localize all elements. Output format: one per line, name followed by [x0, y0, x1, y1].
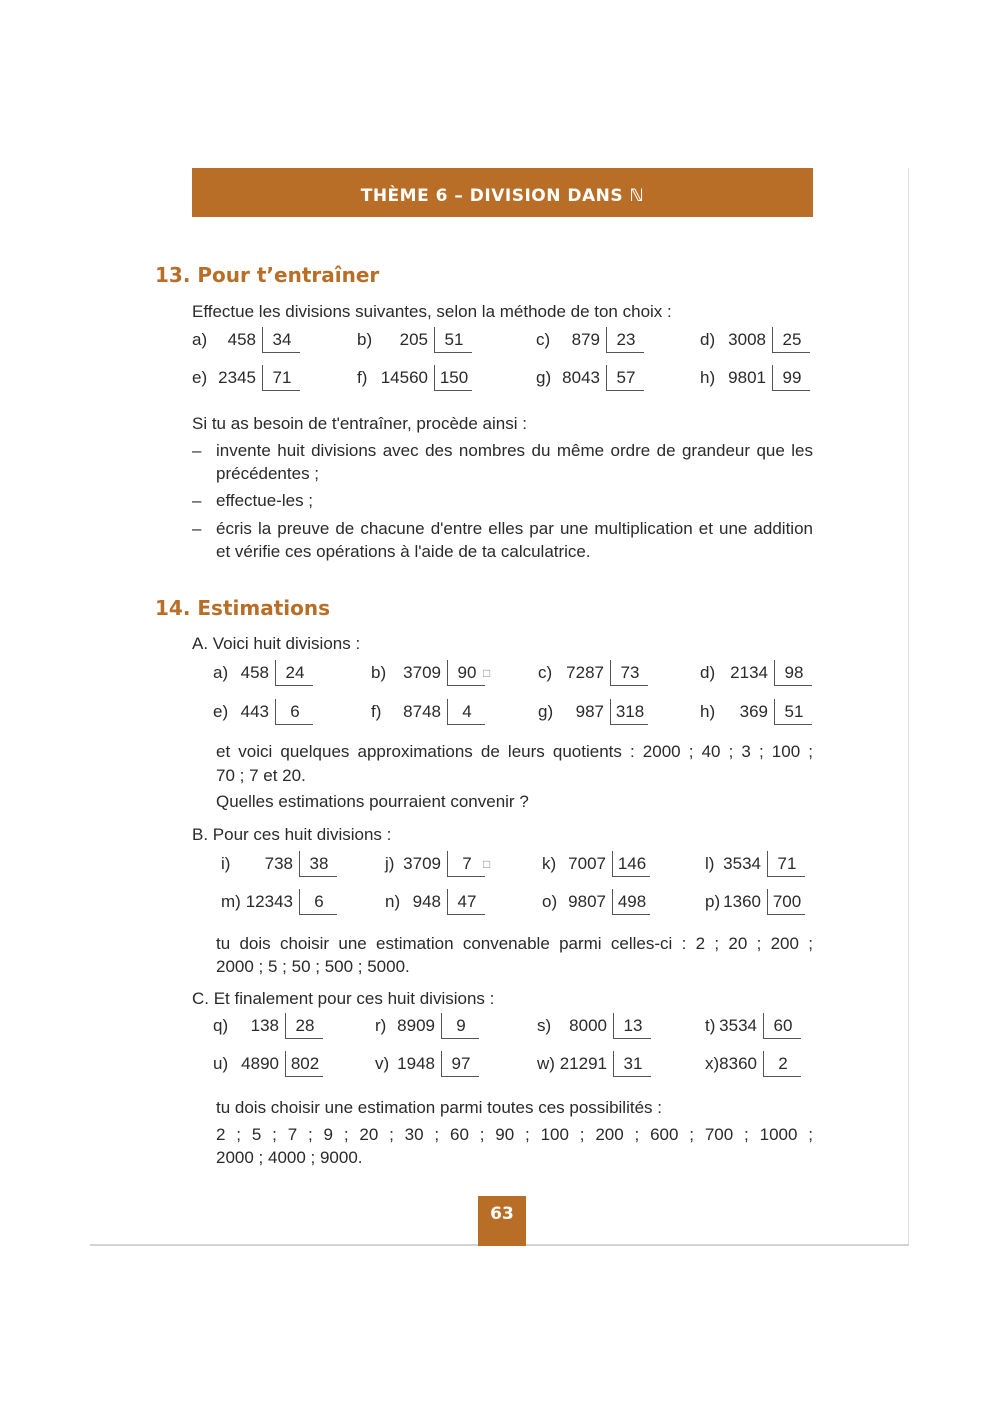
division-bracket-vertical — [447, 699, 448, 725]
division-dividend: 8909 — [397, 1016, 435, 1035]
bullet-3-line-2: et vérifie ces opérations à l'aide de ta calculatrice. — [216, 542, 591, 561]
division-label: p) — [705, 892, 721, 911]
division-divisor: 4 — [462, 702, 472, 721]
division-bracket-vertical — [610, 699, 611, 725]
division-divisor: 98 — [784, 663, 804, 682]
division-label: u) — [213, 1054, 229, 1073]
division-divisor: 97 — [451, 1054, 471, 1073]
missing-glyph-icon: □ — [483, 857, 491, 871]
division-dividend: 987 — [575, 702, 604, 721]
division-bracket-vertical — [262, 365, 263, 391]
division-bracket-horizontal — [763, 1076, 801, 1077]
division-label: a) — [213, 663, 229, 682]
division-divisor: 146 — [617, 854, 647, 873]
division-bracket-horizontal — [612, 914, 650, 915]
division-divisor: 7 — [462, 854, 472, 873]
division-bracket-horizontal — [434, 352, 472, 353]
division-label: c) — [536, 330, 551, 349]
division-label: x) — [705, 1054, 720, 1073]
division-dividend: 8748 — [403, 702, 441, 721]
division-bracket-vertical — [441, 1051, 442, 1077]
division-label: w) — [537, 1054, 555, 1073]
division-dividend: 3534 — [719, 1016, 757, 1035]
division-bracket-horizontal — [772, 390, 810, 391]
division-label: d) — [700, 663, 716, 682]
division-divisor: 57 — [616, 368, 636, 387]
part-a-text-line-2: 70 ; 7 et 20. — [216, 766, 306, 785]
bullet-dash-1: – — [192, 441, 202, 460]
division-label: l) — [705, 854, 715, 873]
division-bracket-vertical — [763, 1051, 764, 1077]
division-label: e) — [213, 702, 229, 721]
division-dividend: 9807 — [568, 892, 606, 911]
division-label: a) — [192, 330, 208, 349]
division-bracket-vertical — [767, 889, 768, 915]
division-dividend: 2345 — [218, 368, 256, 387]
division-divisor: 34 — [272, 330, 292, 349]
division-label: t) — [705, 1016, 716, 1035]
advice-intro: Si tu as besoin de t'entraîner, procède ainsi : — [192, 414, 527, 433]
division-bracket-vertical — [606, 327, 607, 353]
division-divisor: 51 — [784, 702, 804, 721]
division-bracket-vertical — [285, 1051, 286, 1077]
division-label: v) — [375, 1054, 390, 1073]
division-bracket-horizontal — [447, 914, 485, 915]
division-bracket-horizontal — [434, 390, 472, 391]
division-label: b) — [371, 663, 387, 682]
division-bracket-horizontal — [772, 352, 810, 353]
section-13-intro: Effectue les divisions suivantes, selon la méthode de ton choix : — [192, 302, 672, 321]
division-divisor: 60 — [773, 1016, 793, 1035]
division-bracket-horizontal — [275, 724, 313, 725]
division-divisor: 498 — [617, 892, 647, 911]
division-bracket-vertical — [613, 1013, 614, 1039]
division-divisor: 73 — [620, 663, 640, 682]
division-label: f) — [371, 702, 382, 721]
division-dividend: 4890 — [241, 1054, 279, 1073]
division-divisor: 24 — [285, 663, 305, 682]
division-label: g) — [536, 368, 552, 387]
division-dividend: 7007 — [568, 854, 606, 873]
part-a-question: Quelles estimations pourraient convenir ? — [216, 792, 529, 811]
division-dividend: 3534 — [723, 854, 761, 873]
section-13-title: 13. Pour t’entraîner — [155, 263, 380, 287]
division-bracket-vertical — [434, 365, 435, 391]
division-label: s) — [537, 1016, 552, 1035]
division-label: b) — [357, 330, 373, 349]
section-14-title: 14. Estimations — [155, 596, 331, 620]
division-dividend: 3709 — [403, 663, 441, 682]
division-label: m) — [221, 892, 241, 911]
division-bracket-vertical — [447, 851, 448, 877]
division-bracket-vertical — [774, 660, 775, 686]
bullet-2: effectue-les ; — [216, 491, 314, 510]
division-label: d) — [700, 330, 716, 349]
division-label: o) — [542, 892, 558, 911]
part-b-text-line-2: 2000 ; 5 ; 50 ; 500 ; 5000. — [216, 957, 410, 976]
division-label: r) — [375, 1016, 387, 1035]
division-bracket-horizontal — [774, 685, 812, 686]
division-dividend: 443 — [240, 702, 269, 721]
division-dividend: 3008 — [728, 330, 766, 349]
division-bracket-horizontal — [285, 1038, 323, 1039]
division-label: h) — [700, 702, 716, 721]
page-number: 63 — [490, 1204, 514, 1224]
division-divisor: 6 — [290, 702, 300, 721]
division-divisor: 99 — [782, 368, 802, 387]
division-bracket-vertical — [299, 851, 300, 877]
division-bracket-horizontal — [275, 685, 313, 686]
division-dividend: 948 — [412, 892, 441, 911]
division-label: h) — [700, 368, 716, 387]
part-a-heading: A. Voici huit divisions : — [192, 634, 361, 653]
division-dividend: 138 — [250, 1016, 279, 1035]
division-divisor: 6 — [314, 892, 324, 911]
division-bracket-horizontal — [299, 876, 337, 877]
division-bracket-horizontal — [447, 876, 485, 877]
division-bracket-vertical — [447, 660, 448, 686]
division-divisor: 90 — [457, 663, 477, 682]
division-label: j) — [385, 854, 395, 873]
division-bracket-horizontal — [613, 1076, 651, 1077]
bullet-1-line-1: invente huit divisions avec des nombres du même ordre de grandeur que les — [216, 441, 813, 460]
division-bracket-vertical — [275, 660, 276, 686]
division-divisor: 318 — [615, 702, 645, 721]
division-bracket-vertical — [772, 365, 773, 391]
division-divisor: 13 — [623, 1016, 643, 1035]
division-divisor: 150 — [439, 368, 469, 387]
division-dividend: 3709 — [403, 854, 441, 873]
part-c-text-line-1: tu dois choisir une estimation parmi toutes ces possibilités : — [216, 1098, 662, 1117]
division-bracket-vertical — [613, 1051, 614, 1077]
division-bracket-vertical — [606, 365, 607, 391]
division-bracket-horizontal — [612, 876, 650, 877]
division-bracket-vertical — [772, 327, 773, 353]
division-dividend: 1360 — [723, 892, 761, 911]
division-bracket-horizontal — [606, 352, 644, 353]
division-divisor: 47 — [457, 892, 477, 911]
division-bracket-horizontal — [610, 724, 648, 725]
division-bracket-horizontal — [299, 914, 337, 915]
division-dividend: 458 — [240, 663, 269, 682]
division-dividend: 12343 — [245, 892, 293, 911]
division-dividend: 2134 — [730, 663, 768, 682]
division-divisor: 51 — [444, 330, 464, 349]
division-bracket-horizontal — [441, 1038, 479, 1039]
bullet-3-line-1: écris la preuve de chacune d'entre elles par une multiplication et une addition — [216, 519, 813, 538]
division-bracket-horizontal — [606, 390, 644, 391]
division-label: q) — [213, 1016, 229, 1035]
division-dividend: 9801 — [728, 368, 766, 387]
division-dividend: 8043 — [562, 368, 600, 387]
division-divisor: 25 — [782, 330, 802, 349]
division-bracket-horizontal — [763, 1038, 801, 1039]
division-divisor: 802 — [290, 1054, 320, 1073]
division-bracket-horizontal — [774, 724, 812, 725]
division-bracket-horizontal — [610, 685, 648, 686]
division-label: n) — [385, 892, 401, 911]
page-right-border — [908, 168, 909, 1246]
division-label: i) — [221, 854, 231, 873]
division-dividend: 14560 — [380, 368, 428, 387]
bullet-dash-3: – — [192, 519, 202, 538]
division-bracket-horizontal — [447, 724, 485, 725]
division-label: k) — [542, 854, 557, 873]
division-bracket-vertical — [299, 889, 300, 915]
division-dividend: 8000 — [569, 1016, 607, 1035]
division-label: e) — [192, 368, 208, 387]
division-bracket-horizontal — [767, 876, 805, 877]
division-dividend: 8360 — [719, 1054, 757, 1073]
division-divisor: 2 — [778, 1054, 788, 1073]
division-bracket-vertical — [774, 699, 775, 725]
part-c-text-line-3: 2000 ; 4000 ; 9000. — [216, 1148, 363, 1167]
division-bracket-horizontal — [613, 1038, 651, 1039]
part-c-text-line-2: 2 ; 5 ; 7 ; 9 ; 20 ; 30 ; 60 ; 90 ; 100 ; 200 ; 600 ; 700 ; 1000 ; — [216, 1125, 813, 1144]
division-bracket-horizontal — [262, 352, 300, 353]
division-label: g) — [538, 702, 554, 721]
division-divisor: 9 — [456, 1016, 466, 1035]
part-c-heading: C. Et finalement pour ces huit divisions : — [192, 989, 495, 1008]
division-bracket-vertical — [275, 699, 276, 725]
division-dividend: 458 — [227, 330, 256, 349]
division-bracket-vertical — [285, 1013, 286, 1039]
division-bracket-vertical — [767, 851, 768, 877]
division-bracket-vertical — [447, 889, 448, 915]
division-dividend: 1948 — [397, 1054, 435, 1073]
division-bracket-vertical — [434, 327, 435, 353]
division-bracket-vertical — [441, 1013, 442, 1039]
division-bracket-horizontal — [767, 914, 805, 915]
bullet-dash-2: – — [192, 491, 202, 510]
division-bracket-horizontal — [441, 1076, 479, 1077]
bullet-1-line-2: précédentes ; — [216, 464, 320, 483]
division-label: f) — [357, 368, 368, 387]
division-bracket-horizontal — [447, 685, 485, 686]
division-divisor: 71 — [777, 854, 797, 873]
division-divisor: 31 — [623, 1054, 643, 1073]
division-bracket-vertical — [612, 851, 613, 877]
missing-glyph-icon: □ — [483, 666, 491, 680]
part-b-text-line-1: tu dois choisir une estimation convenable parmi celles-ci : 2 ; 20 ; 200 ; — [216, 934, 813, 953]
division-dividend: 738 — [264, 854, 293, 873]
division-dividend: 7287 — [566, 663, 604, 682]
theme-title: THÈME 6 – DIVISION DANS ℕ — [360, 186, 645, 206]
division-bracket-vertical — [612, 889, 613, 915]
division-divisor: 700 — [772, 892, 802, 911]
division-dividend: 369 — [739, 702, 768, 721]
division-divisor: 23 — [616, 330, 636, 349]
division-dividend: 21291 — [559, 1054, 607, 1073]
division-bracket-vertical — [262, 327, 263, 353]
division-divisor: 28 — [295, 1016, 315, 1035]
division-dividend: 205 — [399, 330, 428, 349]
division-bracket-horizontal — [285, 1076, 323, 1077]
division-bracket-vertical — [763, 1013, 764, 1039]
division-bracket-vertical — [610, 660, 611, 686]
part-b-heading: B. Pour ces huit divisions : — [192, 825, 392, 844]
division-dividend: 879 — [571, 330, 600, 349]
division-divisor: 38 — [309, 854, 329, 873]
division-label: c) — [538, 663, 553, 682]
division-divisor: 71 — [272, 368, 292, 387]
part-a-text-line-1: et voici quelques approximations de leurs quotients : 2000 ; 40 ; 3 ; 100 ; — [216, 742, 813, 761]
division-bracket-horizontal — [262, 390, 300, 391]
